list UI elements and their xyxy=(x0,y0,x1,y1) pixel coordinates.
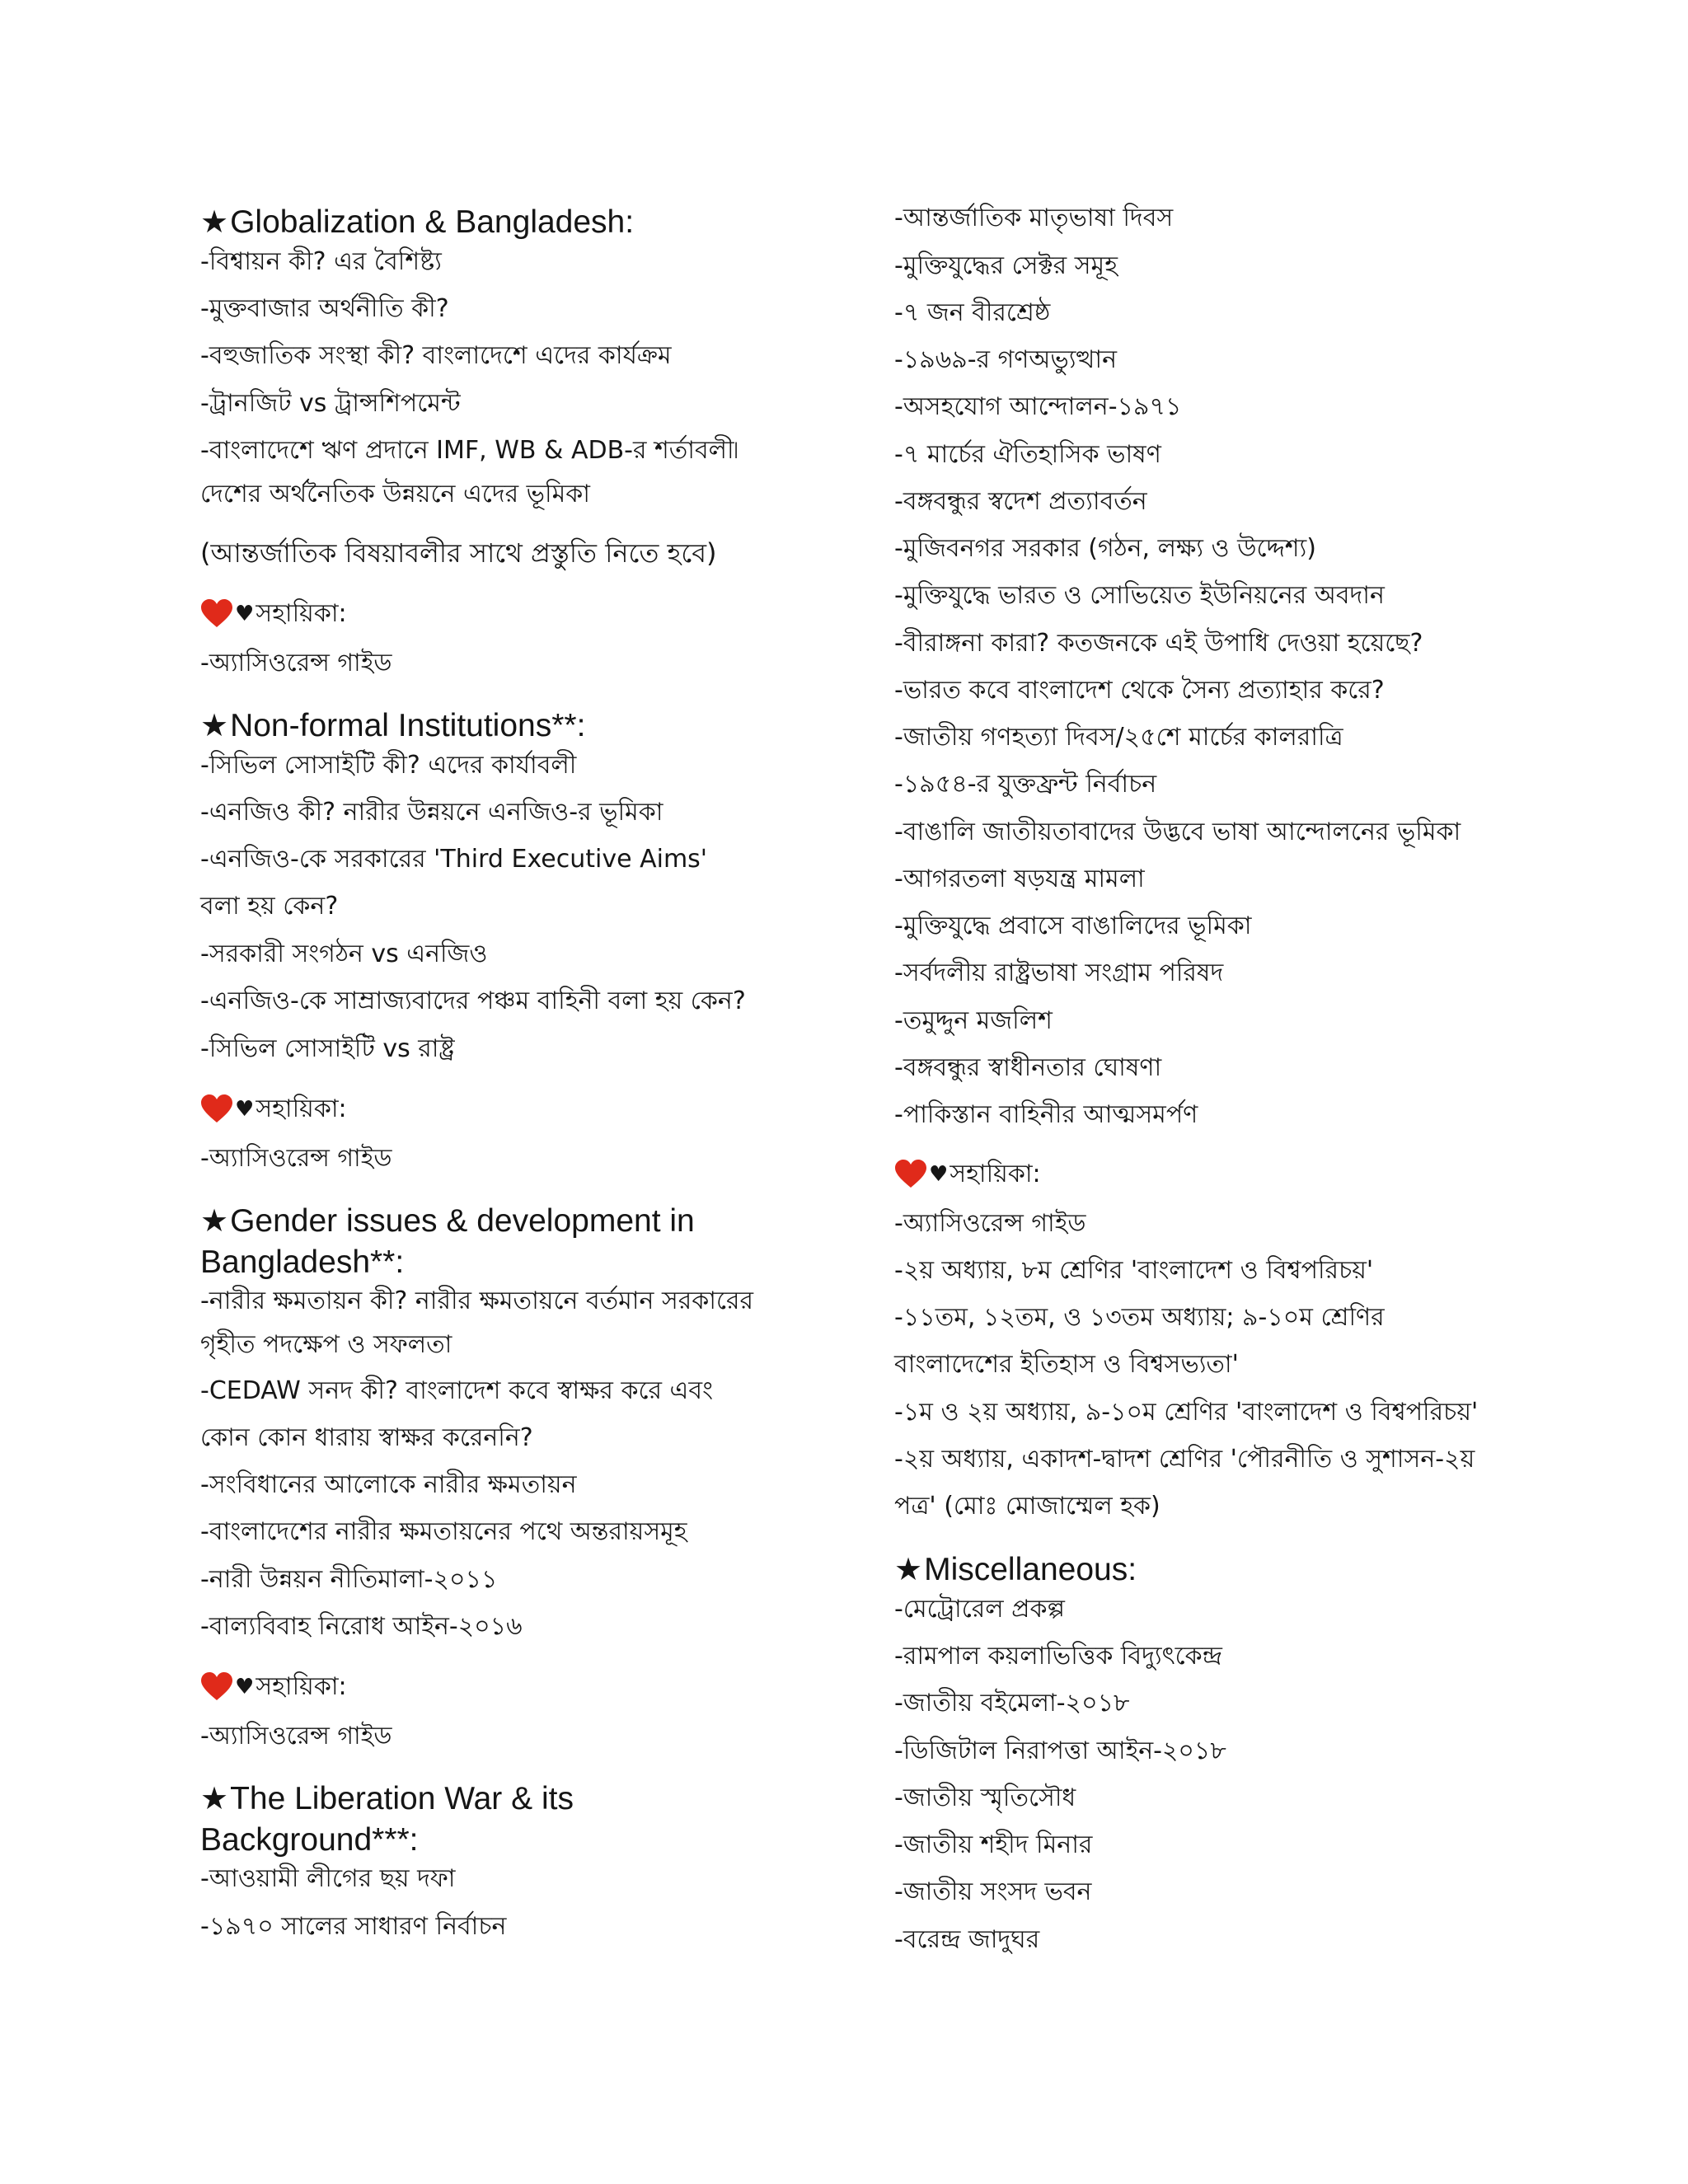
list-item: -এনজিও-কে সরকারের 'Third Executive Aims' xyxy=(200,845,708,874)
heart-icon xyxy=(200,1094,233,1124)
list-item: -বাল্যবিবাহ নিরোধ আইন-২০১৬ xyxy=(200,1612,523,1641)
list-item: -বরেন্দ্র জাদুঘর xyxy=(894,1925,1040,1954)
star-icon: ★ xyxy=(200,1204,229,1239)
list-item: -আন্তর্জাতিক মাতৃভাষা দিবস xyxy=(894,204,1174,232)
list-item: -অসহযোগ আন্দোলন-১৯৭১ xyxy=(894,392,1182,421)
heart-icon xyxy=(200,599,233,629)
section-heading-gender xyxy=(200,1201,695,1242)
small-heart-icon: ♥ xyxy=(235,602,255,626)
list-item: -বঙ্গবন্ধুর স্বাধীনতার ঘোষণা xyxy=(894,1053,1162,1082)
heading-text: Gender issues & development in xyxy=(230,1203,695,1239)
list-item: -এনজিও কী? নারীর উন্নয়নে এনজিও-র ভূমিকা xyxy=(200,798,663,827)
list-item: -ডিজিটাল নিরাপত্তা আইন-২০১৮ xyxy=(894,1736,1226,1765)
list-item: -নারীর ক্ষমতায়ন কী? নারীর ক্ষমতায়নে বর্তমান সরকারের xyxy=(200,1286,754,1315)
section-heading-liberation-line2: Background***: xyxy=(200,1822,419,1858)
star-icon: ★ xyxy=(200,1782,229,1816)
list-item: -সংবিধানের আলোকে নারীর ক্ষমতায়ন xyxy=(200,1470,577,1499)
list-item: -নারী উন্নয়ন নীতিমালা-২০১১ xyxy=(200,1565,498,1594)
star-icon: ★ xyxy=(200,205,229,240)
guide-item: -অ্যাসিওরেন্স গাইড xyxy=(894,1209,1086,1238)
reference-item: -২য় অধ্যায়, একাদশ-দ্বাদশ শ্রেণির 'পৌরনীতি ও সুশাসন-২য় xyxy=(894,1445,1475,1474)
section-heading-liberation xyxy=(200,1779,574,1820)
small-heart-icon: ♥ xyxy=(235,1097,255,1122)
list-item: -মুজিবনগর সরকার (গঠন, লক্ষ্য ও উদ্দেশ্য) xyxy=(894,534,1316,563)
note-text: (আন্তর্জাতিক বিষয়াবলীর সাথে প্রস্তুতি নিতে হবে) xyxy=(200,537,717,569)
list-item: -১৯৭০ সালের সাধারণ নির্বাচন xyxy=(200,1912,507,1941)
reference-item: -২য় অধ্যায়, ৮ম শ্রেণির 'বাংলাদেশ ও বিশ্বপরিচয়' xyxy=(894,1256,1374,1285)
list-item: -ভারত কবে বাংলাদেশ থেকে সৈন্য প্রত্যাহার করে? xyxy=(894,676,1385,705)
list-item: -আওয়ামী লীগের ছয় দফা xyxy=(200,1864,456,1893)
list-item: -সরকারী সংগঠন vs এনজিও xyxy=(200,940,488,968)
list-item: দেশের অর্থনৈতিক উন্নয়নে এদের ভূমিকা xyxy=(200,480,590,509)
list-item: -CEDAW সনদ কী? বাংলাদেশ কবে স্বাক্ষর করে এবং xyxy=(200,1376,713,1405)
star-icon: ★ xyxy=(894,1553,923,1587)
small-heart-icon: ♥ xyxy=(929,1162,949,1187)
list-item: -৭ মার্চের ঐতিহাসিক ভাষণ xyxy=(894,440,1161,469)
heart-icon xyxy=(894,1160,927,1189)
sahayika-text: সহায়িকা: xyxy=(256,1094,347,1123)
heading-text: Non-formal Institutions**: xyxy=(230,708,586,743)
list-item: -বাংলাদেশে ঋণ প্রদানে IMF, WB & ADB-র শর্তাবলী৷ xyxy=(200,436,738,465)
star-icon: ★ xyxy=(200,709,229,743)
reference-item: -১১তম, ১২তম, ও ১৩তম অধ্যায়; ৯-১০ম শ্রেণির xyxy=(894,1303,1385,1332)
list-item: -রামপাল কয়লাভিত্তিক বিদ্যুৎকেন্দ্র xyxy=(894,1642,1222,1671)
list-item: -জাতীয় সংসদ ভবন xyxy=(894,1877,1092,1906)
list-item: -মুক্তিযুদ্ধে ভারত ও সোভিয়েত ইউনিয়নের অবদান xyxy=(894,581,1385,610)
list-item: -জাতীয় বইমেলা-২০১৮ xyxy=(894,1689,1130,1718)
list-item: -সিভিল সোসাইটি vs রাষ্ট্র xyxy=(200,1034,455,1063)
sahayika-text: সহায়িকা: xyxy=(256,599,347,628)
sahayika-label xyxy=(200,1666,347,1708)
list-item: -বীরাঙ্গনা কারা? কতজনকে এই উপাধি দেওয়া হয়েছে? xyxy=(894,629,1423,658)
section-heading-nonformal xyxy=(200,705,585,747)
sahayika-label xyxy=(200,593,347,635)
list-item: -জাতীয় শহীদ মিনার xyxy=(894,1830,1093,1859)
sahayika-text: সহায়িকা: xyxy=(256,1672,347,1701)
list-item: বলা হয় কেন? xyxy=(200,892,339,921)
small-heart-icon: ♥ xyxy=(235,1675,255,1699)
list-item: -৭ জন বীরশ্রেষ্ঠ xyxy=(894,298,1051,327)
section-heading-gender-line2: Bangladesh**: xyxy=(200,1244,405,1280)
list-item: -বাংলাদেশের নারীর ক্ষমতায়নের পথে অন্তরায়সমূহ xyxy=(200,1517,687,1546)
list-item: -এনজিও-কে সাম্রাজ্যবাদের পঞ্চম বাহিনী বলা হয় কেন? xyxy=(200,987,746,1015)
sahayika-text: সহায়িকা: xyxy=(950,1160,1041,1188)
reference-item: -১ম ও ২য় অধ্যায়, ৯-১০ম শ্রেণির 'বাংলাদেশ ও বিশ্বপরিচয়' xyxy=(894,1398,1479,1427)
sahayika-label xyxy=(200,1089,347,1130)
heading-text: Miscellaneous: xyxy=(924,1552,1137,1587)
sahayika-label xyxy=(894,1154,1041,1195)
list-item: -বাঙালি জাতীয়তাবাদের উদ্ভবে ভাষা আন্দোলনের ভূমিকা xyxy=(894,818,1461,846)
list-item: -মুক্তবাজার অর্থনীতি কী? xyxy=(200,294,449,323)
guide-item: -অ্যাসিওরেন্স গাইড xyxy=(200,649,392,677)
list-item: -বঙ্গবন্ধুর স্বদেশ প্রত্যাবর্তন xyxy=(894,487,1147,516)
guide-item: -অ্যাসিওরেন্স গাইড xyxy=(200,1722,392,1750)
reference-item: পত্র' (মোঃ মোজাম্মেল হক) xyxy=(894,1492,1160,1521)
heading-text: Globalization & Bangladesh: xyxy=(230,204,635,240)
list-item: -মুক্তিযুদ্ধে প্রবাসে বাঙালিদের ভূমিকা xyxy=(894,912,1252,940)
list-item: গৃহীত পদক্ষেপ ও সফলতা xyxy=(200,1330,452,1359)
heading-text: The Liberation War & its xyxy=(230,1781,574,1816)
list-item: -জাতীয় স্মৃতিসৌধ xyxy=(894,1783,1076,1812)
list-item: -১৯৬৯-র গণঅভ্যুত্থান xyxy=(894,345,1118,374)
list-item: -বিশ্বায়ন কী? এর বৈশিষ্ট্য xyxy=(200,247,442,276)
list-item: -মেট্রোরেল প্রকল্প xyxy=(894,1595,1065,1624)
section-heading-misc xyxy=(894,1549,1137,1591)
list-item: -সিভিল সোসাইটি কী? এদের কার্যাবলী xyxy=(200,751,577,780)
list-item: -পাকিস্তান বাহিনীর আত্মসমর্পণ xyxy=(894,1100,1198,1129)
list-item: -আগরতলা ষড়যন্ত্র মামলা xyxy=(894,865,1145,893)
list-item: -তমুদ্দুন মজলিশ xyxy=(894,1006,1053,1035)
reference-item: বাংলাদেশের ইতিহাস ও বিশ্বসভ্যতা' xyxy=(894,1350,1239,1379)
list-item: -বহুজাতিক সংস্থা কী? বাংলাদেশে এদের কার্যক্রম xyxy=(200,341,672,370)
list-item: কোন কোন ধারায় স্বাক্ষর করেননি? xyxy=(200,1423,533,1452)
section-heading-globalization xyxy=(200,202,634,243)
list-item: -মুক্তিযুদ্ধের সেক্টর সমূহ xyxy=(894,251,1118,280)
heart-icon xyxy=(200,1672,233,1702)
list-item: -ট্রানজিট vs ট্রান্সশিপমেন্ট xyxy=(200,389,461,418)
guide-item: -অ্যাসিওরেন্স গাইড xyxy=(200,1144,392,1173)
list-item: -সর্বদলীয় রাষ্ট্রভাষা সংগ্রাম পরিষদ xyxy=(894,958,1224,987)
list-item: -জাতীয় গণহত্যা দিবস/২৫শে মার্চের কালরাত্রি xyxy=(894,723,1343,752)
list-item: -১৯৫৪-র যুক্তফ্রন্ট নির্বাচন xyxy=(894,770,1157,799)
